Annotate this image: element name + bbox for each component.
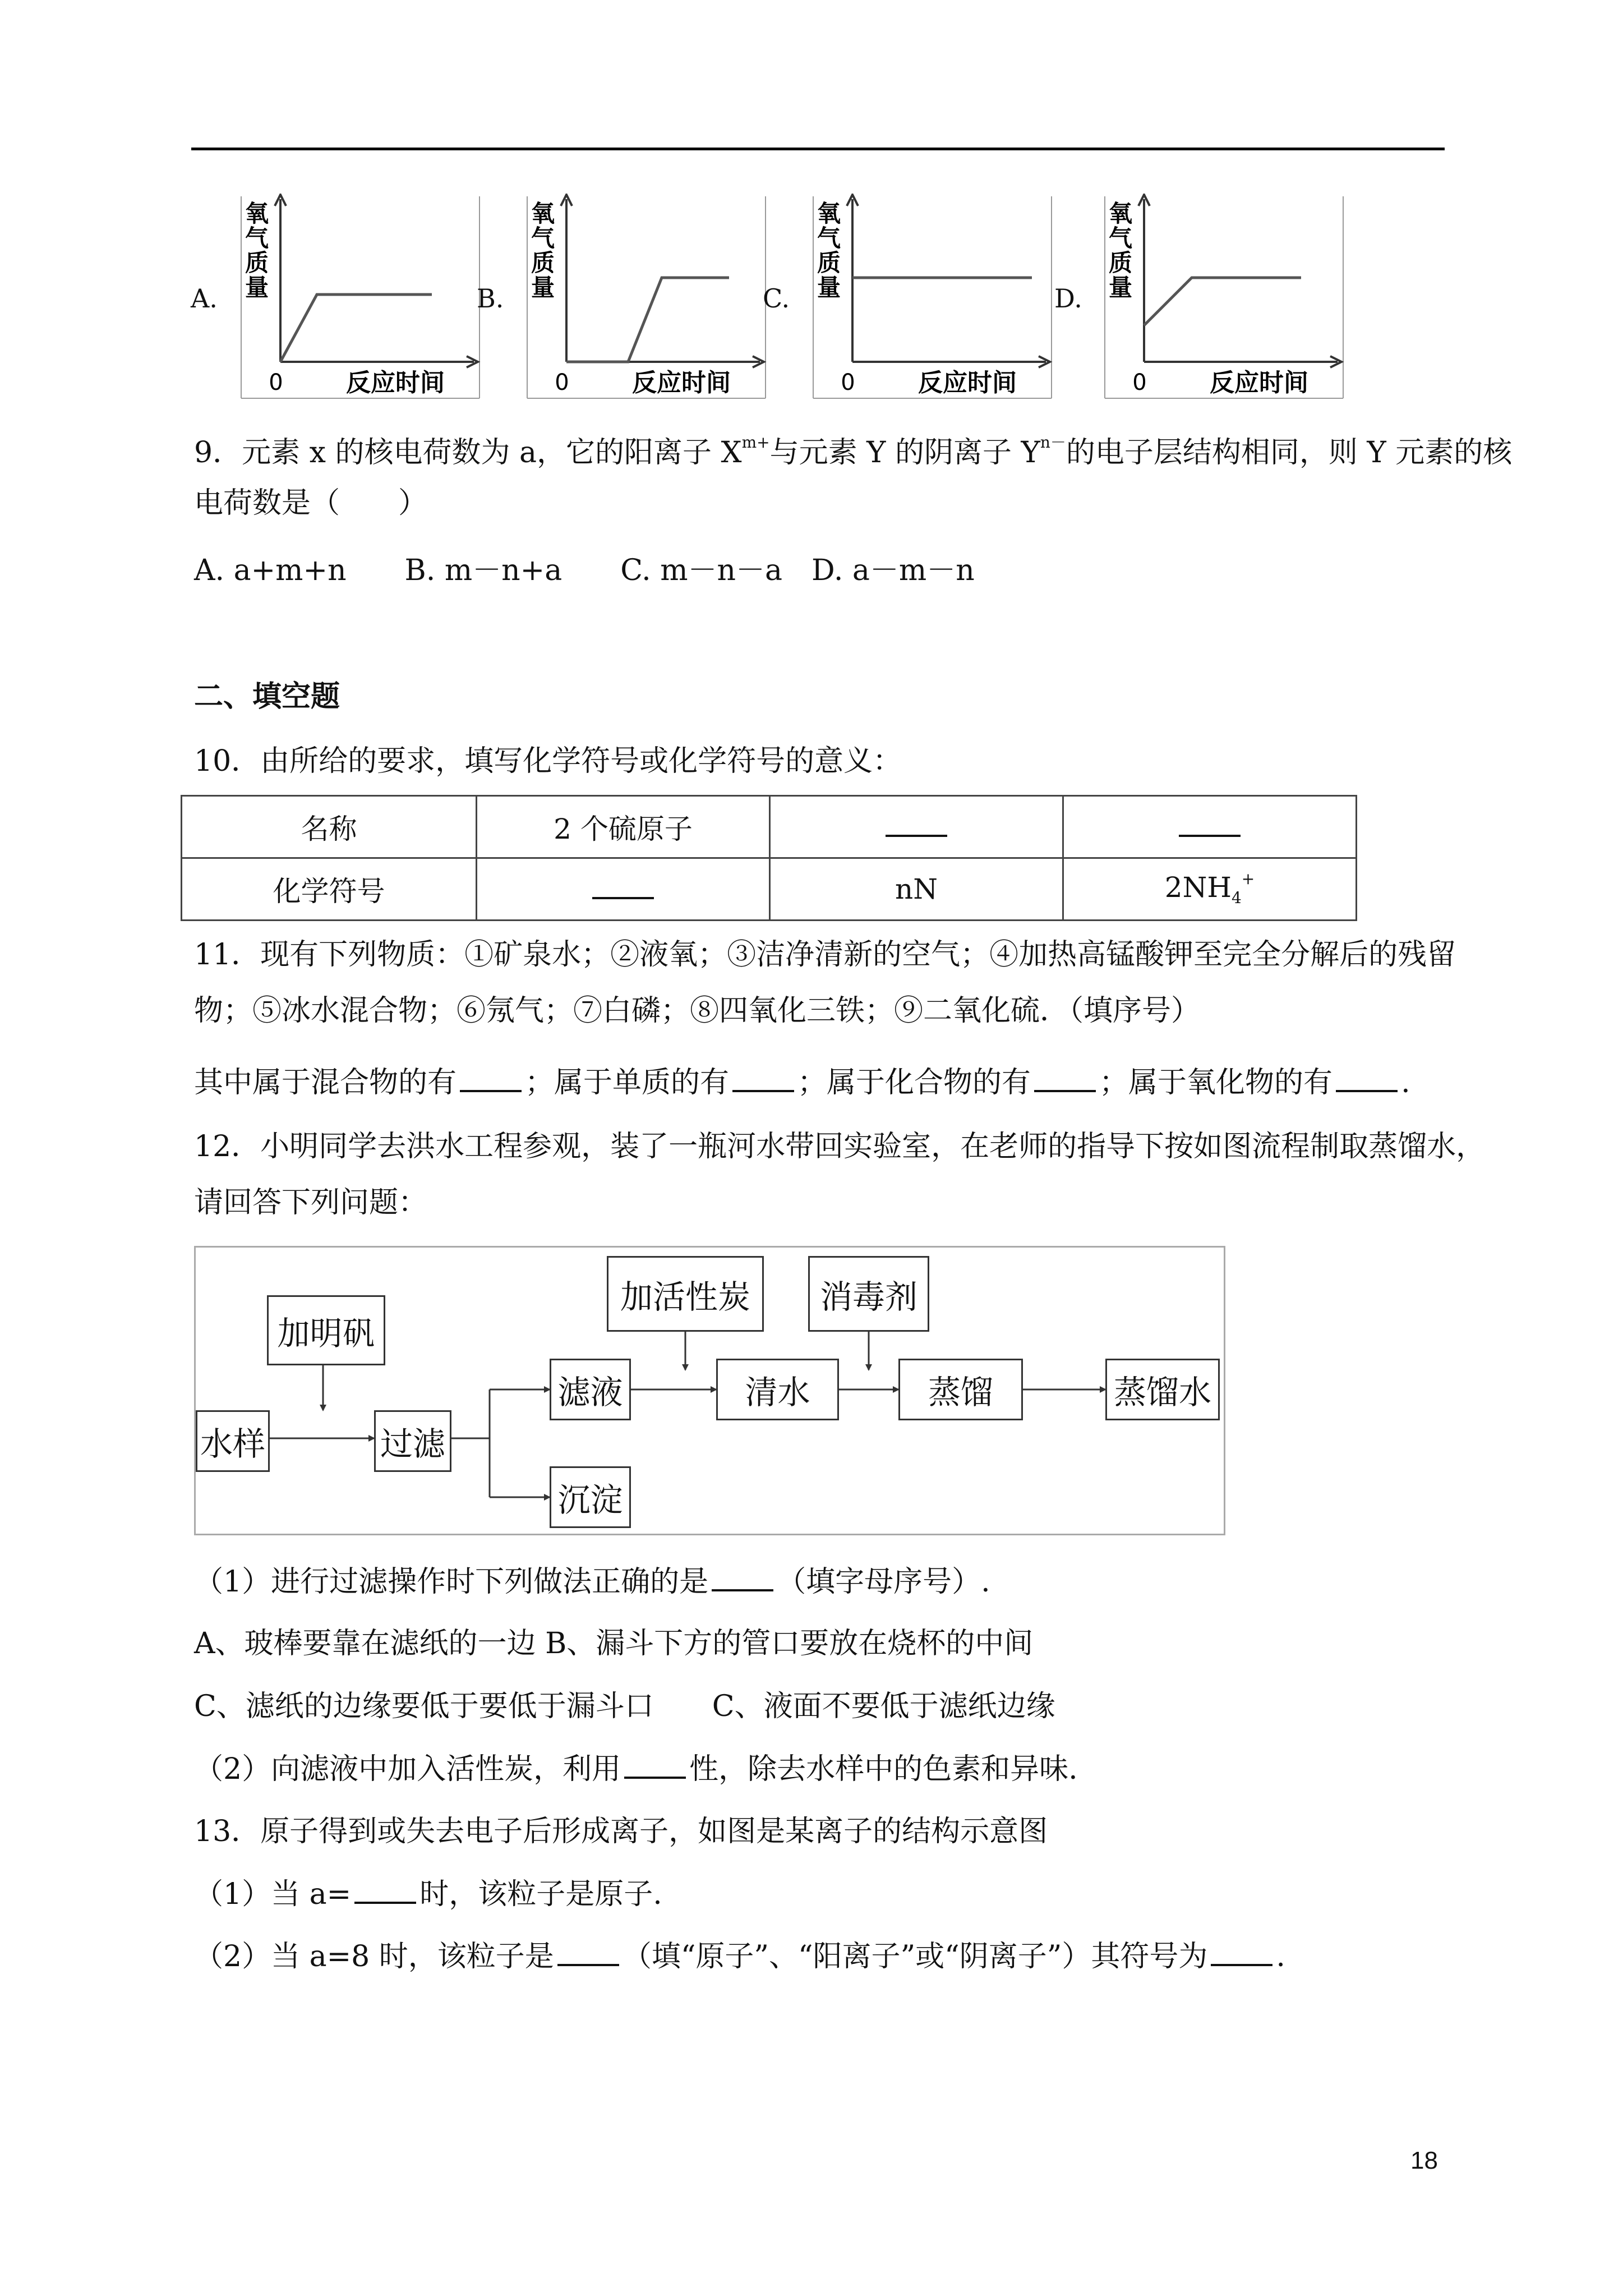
graph-c bbox=[763, 194, 1054, 401]
table-cell: 2 个硫原子 bbox=[477, 796, 770, 858]
answer-blank[interactable] bbox=[354, 1877, 416, 1904]
section-title: 二、填空题 bbox=[194, 679, 340, 714]
q9-options: A. a+m+n B. m－n+a C. m－n－a D. a－m－n bbox=[194, 554, 975, 587]
answer-blank-cell[interactable] bbox=[1063, 796, 1357, 858]
table-cell: 名称 bbox=[182, 796, 477, 858]
oxygen-curve bbox=[280, 295, 432, 362]
flow-box-clear-water: 清水 bbox=[716, 1359, 839, 1420]
x-axis-label: 反应时间 bbox=[1210, 369, 1308, 397]
graph-d bbox=[1054, 194, 1346, 401]
graph-option-letter: C. bbox=[763, 283, 790, 314]
answer-blank[interactable] bbox=[712, 1565, 773, 1591]
q9-line1: 9．元素 x 的核电荷数为 a，它的阳离子 $X^{m+}$与元素 Y 的阴离子 $Y^{n-}$的电子层结构相同，则 Y 元素的核 bbox=[194, 433, 1513, 470]
q10-table bbox=[181, 795, 1357, 921]
answer-blank[interactable] bbox=[732, 1065, 794, 1092]
flow-box-distilled-water: 蒸馏水 bbox=[1105, 1359, 1220, 1420]
y-axis-label-char: 质 bbox=[245, 249, 269, 277]
flow-box-precipitate: 沉淀 bbox=[550, 1466, 631, 1528]
table-cell: nN bbox=[770, 858, 1063, 921]
y-axis-label-char: 氧 bbox=[817, 200, 841, 227]
origin-label: 0 bbox=[269, 370, 283, 395]
oxygen-mass-graph bbox=[236, 194, 482, 401]
x-axis-label: 反应时间 bbox=[346, 369, 445, 397]
q11-line2: 物；⑤冰水混合物；⑥氖气；⑦白磷；⑧四氧化三铁；⑨二氧化硫．（填序号） bbox=[194, 994, 1201, 1028]
y-axis-label-char: 气 bbox=[817, 224, 841, 252]
flow-box-distill: 蒸馏 bbox=[898, 1359, 1023, 1420]
answer-blank[interactable] bbox=[1211, 1939, 1272, 1966]
q12-sub1: （1）进行过滤操作时下列做法正确的是 （填字母序号）. bbox=[194, 1565, 990, 1599]
q12-line2: 请回答下列问题： bbox=[194, 1186, 428, 1220]
q9-line2: 电荷数是（ ） bbox=[194, 486, 428, 520]
table-row bbox=[182, 858, 1357, 921]
page-number: 18 bbox=[1410, 2147, 1438, 2174]
y-axis-label-char: 气 bbox=[245, 224, 269, 252]
q11-line3: 其中属于混合物的有 ；属于单质的有 ；属于化合物的有 ；属于氧化物的有 . bbox=[194, 1066, 1410, 1099]
flow-box-disinfectant: 消毒剂 bbox=[808, 1256, 929, 1332]
y-axis-label-char: 质 bbox=[1108, 249, 1133, 277]
y-axis-label-char: 气 bbox=[531, 224, 555, 252]
flow-box-activated-carbon: 加活性炭 bbox=[607, 1256, 764, 1332]
graph-a bbox=[191, 194, 482, 401]
header-rule bbox=[191, 148, 1445, 150]
y-axis-label-char: 量 bbox=[245, 274, 269, 301]
y-axis-label-char: 气 bbox=[1108, 224, 1133, 252]
graph-option-letter: A. bbox=[191, 283, 218, 314]
x-axis-label: 反应时间 bbox=[632, 369, 731, 397]
graph-option-letter: B. bbox=[477, 283, 504, 314]
y-axis-label-char: 氧 bbox=[1108, 200, 1133, 227]
q12-option-c: C、滤纸的边缘要低于要低于漏斗口 C、液面不要低于滤纸边缘 bbox=[194, 1690, 1055, 1723]
y-axis-label-char: 量 bbox=[817, 274, 841, 301]
q13-stem: 13．原子得到或失去电子后形成离子，如图是某离子的结构示意图 bbox=[194, 1815, 1048, 1848]
table-cell: 化学符号 bbox=[182, 858, 477, 921]
y-axis-label-char: 质 bbox=[531, 249, 555, 277]
x-axis-label: 反应时间 bbox=[918, 369, 1017, 397]
flow-diagram bbox=[194, 1246, 1225, 1535]
answer-blank[interactable] bbox=[557, 1939, 619, 1966]
graph-option-letter: D. bbox=[1054, 283, 1082, 314]
y-axis-label-char: 量 bbox=[1108, 274, 1133, 301]
answer-blank[interactable] bbox=[460, 1065, 522, 1092]
q13-sub1: （1）当 a= 时，该粒子是原子. bbox=[194, 1878, 662, 1911]
answer-blank[interactable] bbox=[624, 1752, 686, 1779]
oxygen-curve bbox=[566, 278, 729, 362]
answer-blank-cell[interactable] bbox=[477, 858, 770, 921]
y-axis-label-char: 氧 bbox=[245, 200, 269, 227]
y-axis-label-char: 质 bbox=[817, 249, 841, 277]
table-row bbox=[182, 796, 1357, 858]
q12-option-a: A、玻棒要靠在滤纸的一边 B、漏斗下方的管口要放在烧杯的中间 bbox=[194, 1627, 1034, 1660]
oxygen-mass-graph bbox=[808, 194, 1054, 401]
graph-b bbox=[477, 194, 768, 401]
answer-blank-cell[interactable] bbox=[770, 796, 1063, 858]
oxygen-curve bbox=[1144, 278, 1301, 325]
q12-sub2: （2）向滤液中加入活性炭，利用 性，除去水样中的色素和异味. bbox=[194, 1752, 1078, 1786]
answer-blank[interactable] bbox=[1336, 1065, 1398, 1092]
q11-line1: 11．现有下列物质：①矿泉水；②液氧；③洁净清新的空气；④加热高锰酸钾至完全分解后的残留 bbox=[194, 938, 1456, 972]
q10-stem: 10．由所给的要求，填写化学符号或化学符号的意义： bbox=[194, 744, 902, 778]
origin-label: 0 bbox=[1132, 370, 1147, 395]
origin-label: 0 bbox=[555, 370, 569, 395]
flow-box-alum: 加明矾 bbox=[267, 1295, 385, 1365]
flow-box-filtrate: 滤液 bbox=[550, 1359, 631, 1420]
table-cell: $2NH_4^+$ bbox=[1063, 858, 1357, 921]
answer-blank[interactable] bbox=[1034, 1065, 1096, 1092]
oxygen-mass-graph bbox=[522, 194, 768, 401]
q13-sub2: （2）当 a=8 时，该粒子是 （填“原子”、“阳离子”或“阴离子”）其符号为 . bbox=[194, 1940, 1285, 1973]
q12-line1: 12．小明同学去洪水工程参观，装了一瓶河水带回实验室，在老师的指导下按如图流程制取蒸馏水， bbox=[194, 1130, 1486, 1163]
flow-box-water-sample: 水样 bbox=[196, 1410, 270, 1472]
oxygen-mass-graph bbox=[1099, 194, 1346, 401]
flow-box-filter: 过滤 bbox=[374, 1410, 451, 1472]
y-axis-label-char: 量 bbox=[531, 274, 555, 301]
origin-label: 0 bbox=[841, 370, 855, 395]
y-axis-label-char: 氧 bbox=[531, 200, 555, 227]
